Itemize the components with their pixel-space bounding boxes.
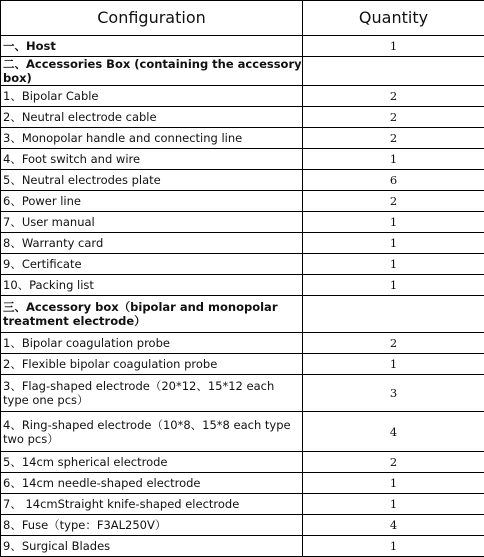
item-cell: 3、Monopolar handle and connecting line xyxy=(1,128,303,149)
configuration-header: Configuration xyxy=(1,1,303,36)
item-cell: 3、Flag-shaped electrode（20*12、15*12 each type one pcs） xyxy=(1,375,303,412)
qty-cell: 1 xyxy=(303,354,484,375)
table-row xyxy=(1,412,484,452)
item-cell: 5、Neutral electrodes plate xyxy=(1,170,303,191)
item-cell: 2、Flexible bipolar coagulation probe xyxy=(1,354,303,375)
table-row xyxy=(1,354,484,375)
qty-cell: 1 xyxy=(303,36,484,57)
qty-cell: 1 xyxy=(303,149,484,170)
table-row xyxy=(1,375,484,412)
qty-cell xyxy=(303,57,484,86)
qty-cell: 4 xyxy=(303,412,484,452)
qty-cell: 1 xyxy=(303,254,484,275)
qty-cell: 6 xyxy=(303,170,484,191)
table-row xyxy=(1,212,484,233)
table-row xyxy=(1,149,484,170)
item-cell: 9、Certificate xyxy=(1,254,303,275)
qty-cell: 2 xyxy=(303,86,484,107)
item-cell: 4、Ring-shaped electrode（10*8、15*8 each type two pcs） xyxy=(1,412,303,452)
table-row xyxy=(1,128,484,149)
item-cell: 二、Accessories Box (containing the accessory box) xyxy=(1,57,303,86)
table-row xyxy=(1,536,484,557)
qty-cell: 1 xyxy=(303,473,484,494)
table-row xyxy=(1,296,484,333)
item-cell: 7、User manual xyxy=(1,212,303,233)
qty-cell: 4 xyxy=(303,515,484,536)
table-row xyxy=(1,515,484,536)
table-row xyxy=(1,36,484,57)
item-cell: 8、Fuse（type：F3AL250V） xyxy=(1,515,303,536)
table-row xyxy=(1,233,484,254)
qty-cell xyxy=(303,296,484,333)
item-cell: 6、14cm needle-shaped electrode xyxy=(1,473,303,494)
qty-cell: 2 xyxy=(303,107,484,128)
item-cell: 2、Neutral electrode cable xyxy=(1,107,303,128)
table-row xyxy=(1,473,484,494)
item-cell: 9、Surgical Blades xyxy=(1,536,303,557)
table-row xyxy=(1,254,484,275)
item-cell: 1、Bipolar coagulation probe xyxy=(1,333,303,354)
table-row xyxy=(1,57,484,86)
table-row xyxy=(1,333,484,354)
table-row xyxy=(1,107,484,128)
item-cell: 10、Packing list xyxy=(1,275,303,296)
table-row xyxy=(1,452,484,473)
header-row xyxy=(1,1,484,36)
qty-cell: 1 xyxy=(303,233,484,254)
quantity-header: Quantity xyxy=(303,1,484,36)
item-cell: 6、Power line xyxy=(1,191,303,212)
table-row xyxy=(1,191,484,212)
item-cell: 4、Foot switch and wire xyxy=(1,149,303,170)
qty-cell: 1 xyxy=(303,494,484,515)
qty-cell: 1 xyxy=(303,275,484,296)
qty-cell: 1 xyxy=(303,212,484,233)
table-row xyxy=(1,86,484,107)
item-cell: 5、14cm spherical electrode xyxy=(1,452,303,473)
qty-cell: 1 xyxy=(303,536,484,557)
item-cell: 8、Warranty card xyxy=(1,233,303,254)
table-row xyxy=(1,170,484,191)
table-row xyxy=(1,275,484,296)
item-cell: 7、 14cmStraight knife-shaped electrode xyxy=(1,494,303,515)
qty-cell: 2 xyxy=(303,452,484,473)
item-cell: 一、Host xyxy=(1,36,303,57)
table-row xyxy=(1,494,484,515)
item-cell: 1、Bipolar Cable xyxy=(1,86,303,107)
qty-cell: 2 xyxy=(303,333,484,354)
qty-cell: 2 xyxy=(303,128,484,149)
qty-cell: 2 xyxy=(303,191,484,212)
qty-cell: 3 xyxy=(303,375,484,412)
item-cell: 三、Accessory box（bipolar and monopolar treatment electrode） xyxy=(1,296,303,333)
